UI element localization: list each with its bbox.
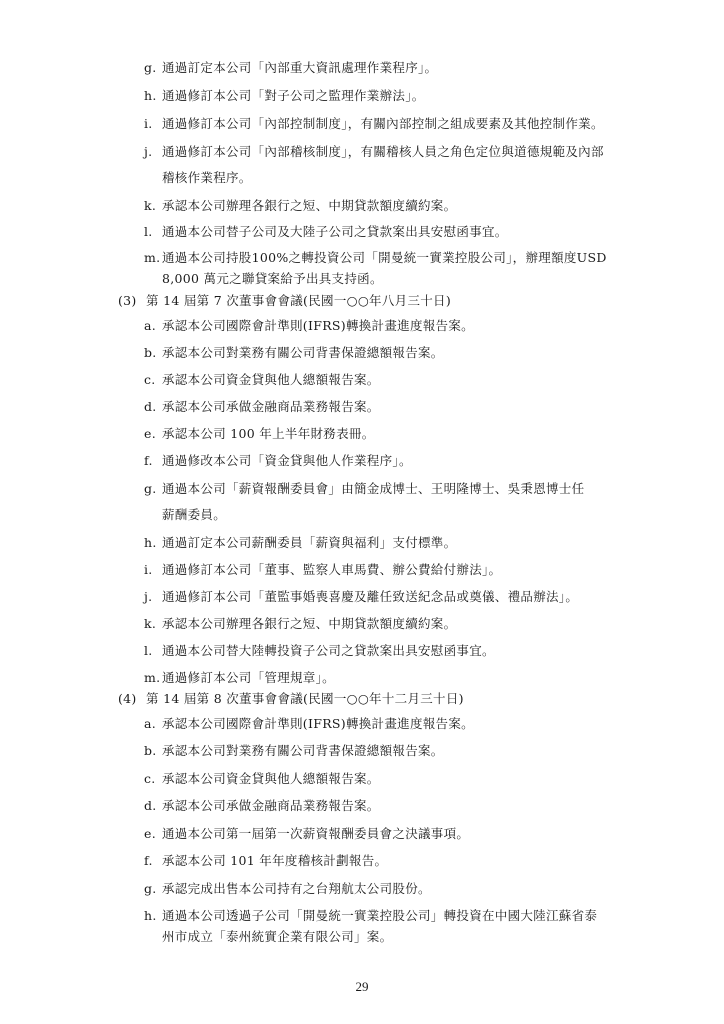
item-text: 承認完成出售本公司持有之台翔航太公司股份。 bbox=[162, 881, 431, 896]
item-text: 通過修訂本公司「內部稽核制度」，有關稽核人員之角色定位與道德規範及內部 bbox=[162, 144, 604, 159]
item-marker: i. bbox=[144, 562, 153, 577]
item-marker: f. bbox=[144, 453, 153, 468]
item-text: 通過本公司「薪資報酬委員會」由簡金成博士、王明隆博士、吳秉恩博士任 bbox=[162, 481, 585, 496]
item-marker: b. bbox=[144, 345, 157, 360]
item-marker: j. bbox=[144, 144, 153, 159]
item-text: 承認本公司 101 年年度稽核計劃報告。 bbox=[162, 853, 388, 868]
item-marker: m. bbox=[144, 670, 161, 685]
item-text: 承認本公司資金貸與他人總額報告案。 bbox=[162, 372, 380, 387]
item-text: 承認本公司辦理各銀行之短、中期貸款額度續約案。 bbox=[162, 616, 457, 631]
item-text: 承認本公司對業務有關公司背書保證總額報告案。 bbox=[162, 743, 444, 758]
item-marker: c. bbox=[144, 771, 156, 786]
section-marker: (3) bbox=[118, 293, 137, 308]
item-text: 通過本公司替大陸轉投資子公司之貸款案出具安慰函事宜。 bbox=[162, 643, 495, 658]
item-text: 承認本公司承做金融商品業務報告案。 bbox=[162, 399, 380, 414]
item-marker: d. bbox=[144, 399, 157, 414]
item-marker: h. bbox=[144, 908, 157, 923]
item-text: 通過修訂本公司「董監事婚喪喜慶及離任致送紀念品或奠儀、禮品辦法」。 bbox=[162, 589, 579, 604]
item-marker: b. bbox=[144, 743, 157, 758]
item-text: 通過訂定本公司薪酬委員「薪資與福利」支付標準。 bbox=[162, 535, 457, 550]
item-text: 承認本公司資金貸與他人總額報告案。 bbox=[162, 771, 380, 786]
item-text: 承認本公司國際會計準則(IFRS)轉換計畫進度報告案。 bbox=[162, 716, 474, 731]
item-continuation: 州市成立「泰州統實企業有限公司」案。 bbox=[162, 929, 393, 944]
item-marker: a. bbox=[144, 318, 157, 333]
item-text: 通過修改本公司「資金貸與他人作業程序」。 bbox=[162, 453, 412, 468]
item-marker: m. bbox=[144, 250, 161, 265]
item-marker: c. bbox=[144, 372, 156, 387]
item-text: 承認本公司辦理各銀行之短、中期貸款額度續約案。 bbox=[162, 198, 457, 213]
page-number: 29 bbox=[355, 979, 369, 994]
item-marker: g. bbox=[144, 481, 157, 496]
item-marker: h. bbox=[144, 535, 157, 550]
item-text: 通過本公司第一屆第一次薪資報酬委員會之決議事項。 bbox=[162, 826, 470, 841]
item-continuation: 稽核作業程序。 bbox=[162, 170, 252, 185]
item-text: 通過修訂本公司「董事、監察人車馬費、辦公費給付辦法」。 bbox=[162, 562, 502, 577]
item-text: 通過本公司替子公司及大陸子公司之貸款案出具安慰函事宜。 bbox=[162, 224, 508, 239]
item-marker: g. bbox=[144, 60, 157, 75]
item-text: 通過訂定本公司「內部重大資訊處理作業程序」。 bbox=[162, 60, 438, 75]
item-marker: f. bbox=[144, 853, 153, 868]
item-text: 通過修訂本公司「內部控制制度」，有關內部控制之組成要素及其他控制作業。 bbox=[162, 116, 604, 131]
item-text: 承認本公司國際會計準則(IFRS)轉換計畫進度報告案。 bbox=[162, 318, 474, 333]
item-marker: h. bbox=[144, 88, 157, 103]
item-marker: i. bbox=[144, 116, 153, 131]
item-marker: e. bbox=[144, 826, 156, 841]
item-text: 承認本公司 100 年上半年財務表冊。 bbox=[162, 426, 375, 441]
item-marker: k. bbox=[144, 198, 157, 213]
item-marker: l. bbox=[144, 643, 153, 658]
section-marker: (4) bbox=[118, 691, 137, 706]
item-text: 承認本公司承做金融商品業務報告案。 bbox=[162, 798, 380, 813]
item-marker: g. bbox=[144, 881, 157, 896]
section-title: 第 14 屆第 7 次董事會會議(民國一○○年八月三十日) bbox=[146, 293, 452, 308]
item-marker: e. bbox=[144, 426, 156, 441]
item-marker: j. bbox=[144, 589, 153, 604]
item-continuation: 薪酬委員。 bbox=[162, 507, 227, 522]
item-text: 通過修訂本公司「對子公司之監理作業辦法」。 bbox=[162, 88, 425, 103]
item-marker: l. bbox=[144, 224, 153, 239]
item-text: 通過本公司透過子公司「開曼統一實業控股公司」轉投資在中國大陸江蘇省泰 bbox=[162, 908, 598, 923]
item-text: 承認本公司對業務有關公司背書保證總額報告案。 bbox=[162, 345, 444, 360]
item-continuation: 8,000 萬元之聯貸案給予出具支持函。 bbox=[162, 271, 383, 286]
item-marker: d. bbox=[144, 798, 157, 813]
item-marker: a. bbox=[144, 716, 157, 731]
item-text: 通過修訂本公司「管理規章」。 bbox=[162, 670, 335, 685]
item-text: 通過本公司持股100%之轉投資公司「開曼統一實業控股公司」，辦理額度USD bbox=[162, 250, 607, 265]
section-title: 第 14 屆第 8 次董事會會議(民國一○○年十二月三十日) bbox=[146, 691, 464, 706]
item-marker: k. bbox=[144, 616, 157, 631]
